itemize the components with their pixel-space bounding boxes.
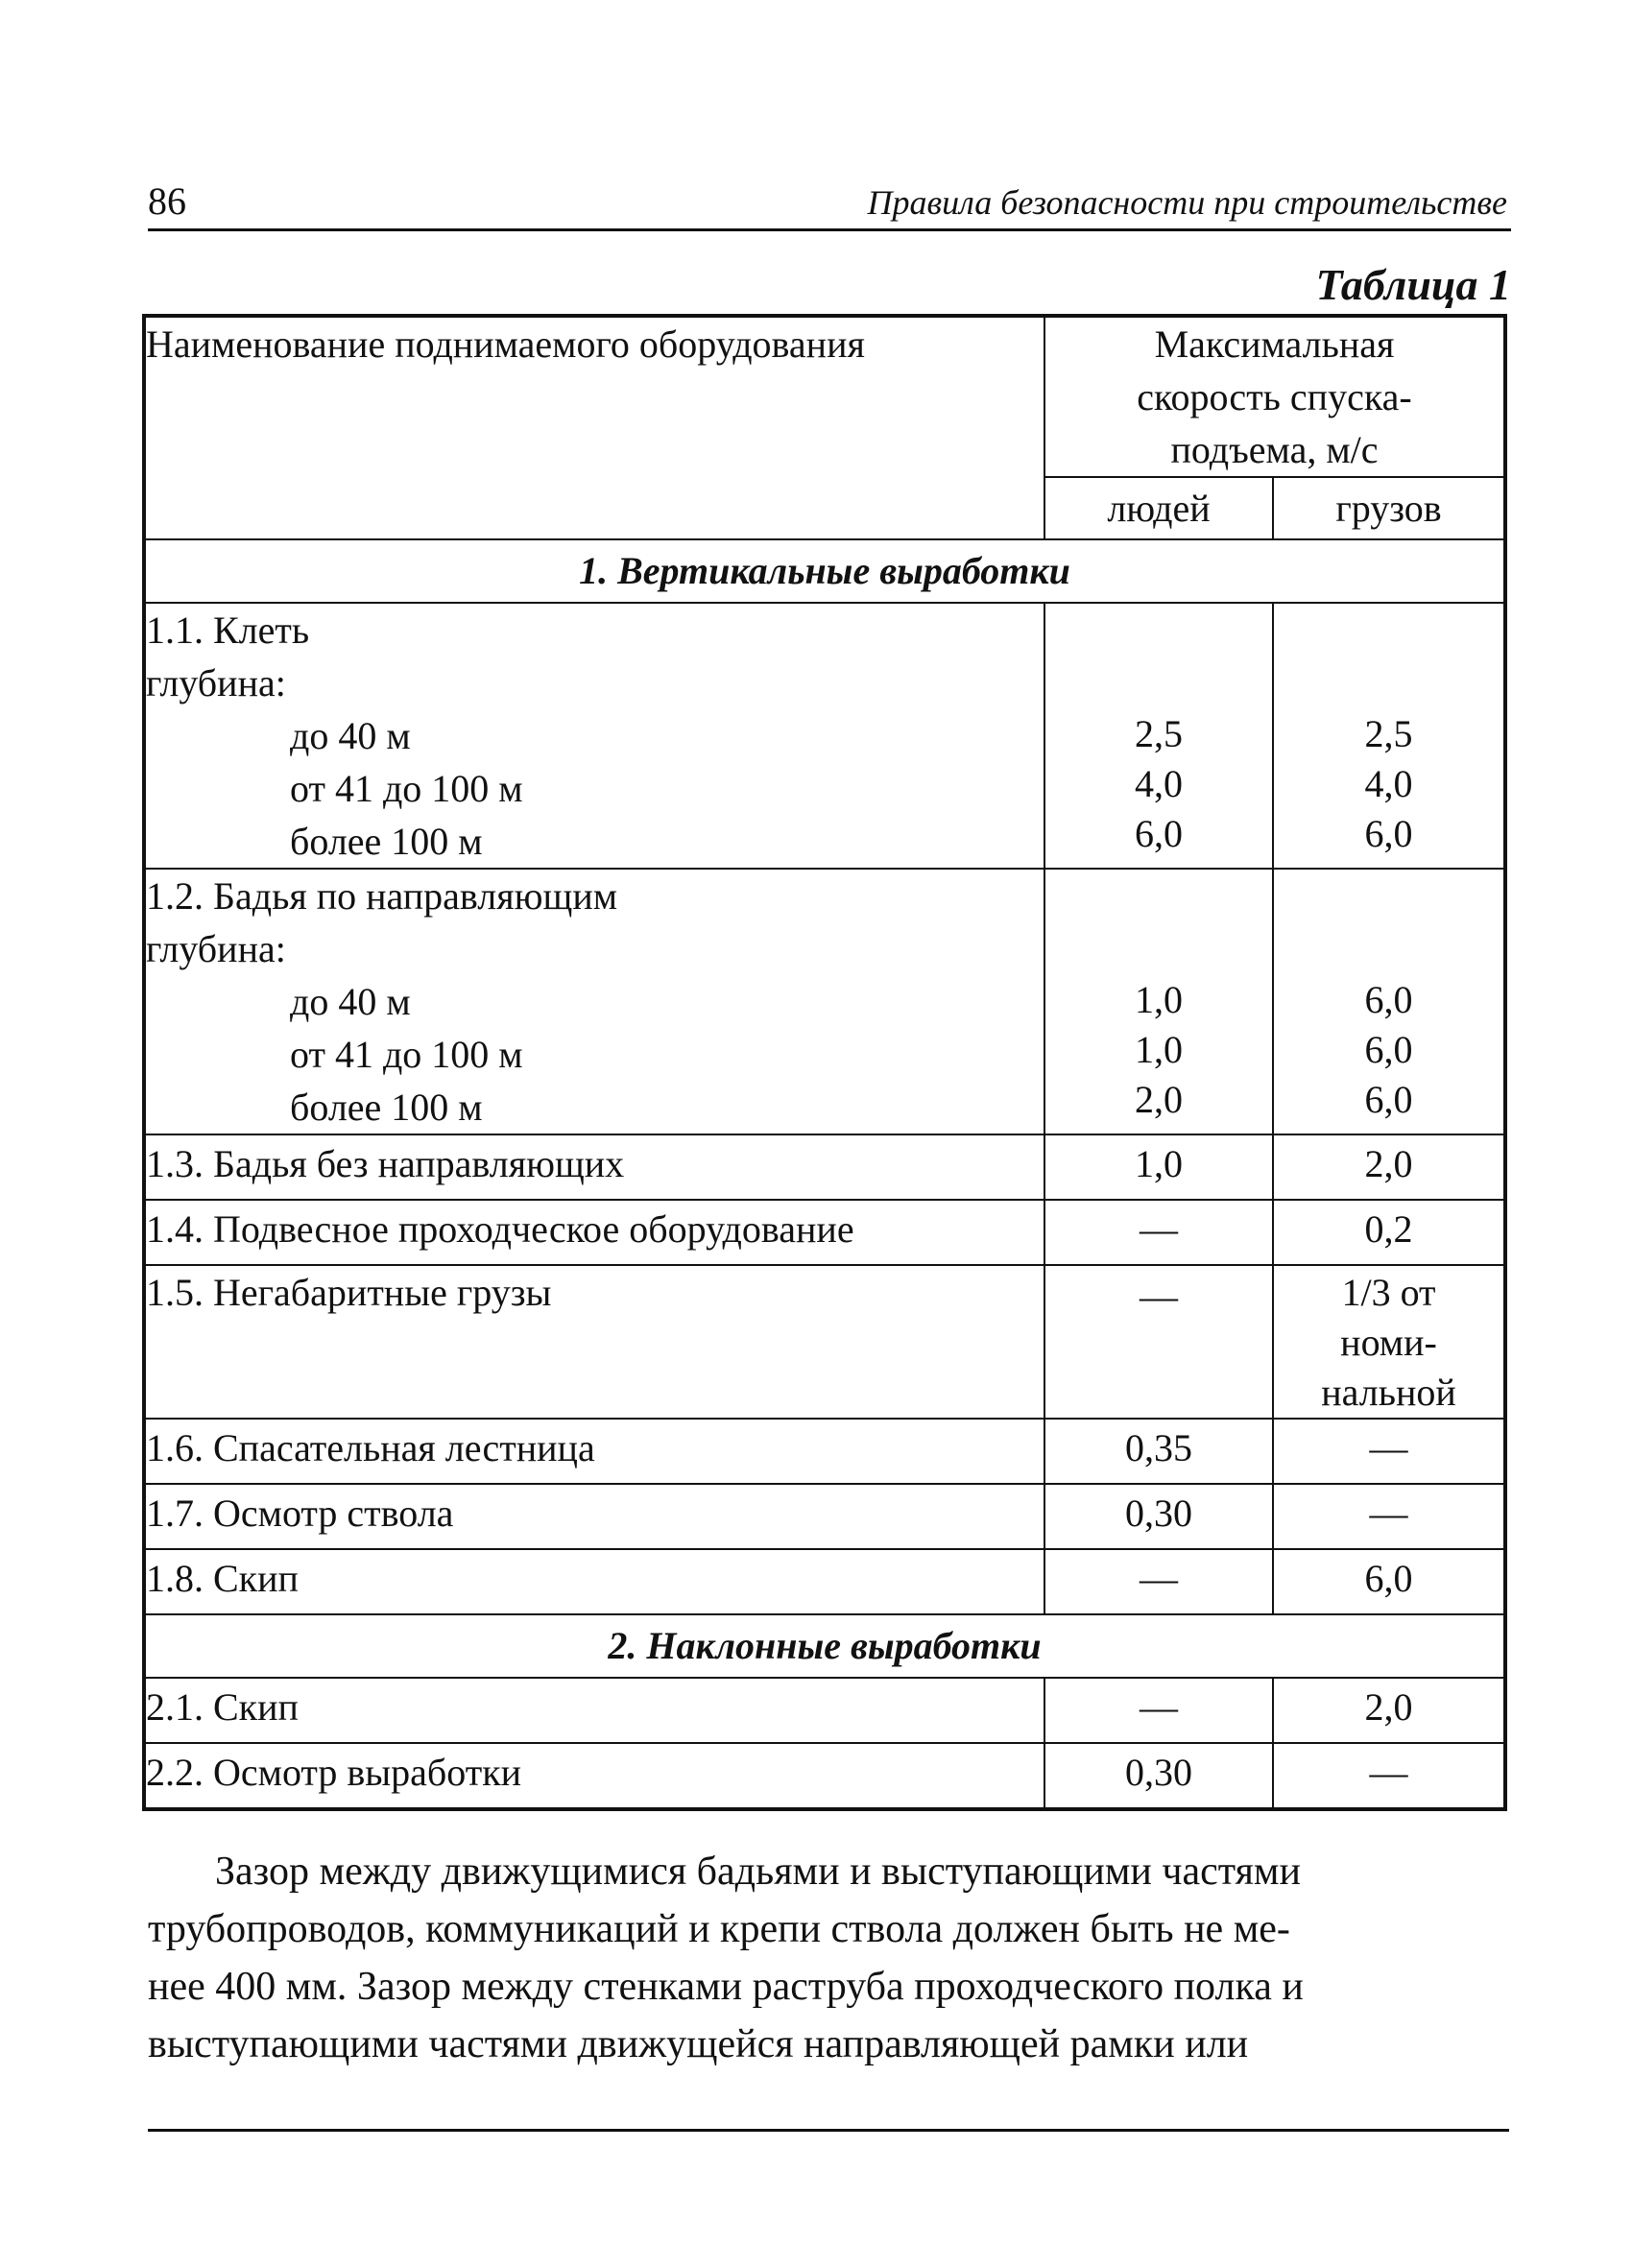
body-line: Зазор между движущимися бадьями и выступающими частями — [215, 1850, 1301, 1894]
body-paragraph — [148, 1843, 1509, 2073]
col-name-header: Наименование поднимаемого оборудования — [144, 316, 1044, 539]
running-title: Правила безопасности при строительстве — [867, 183, 1507, 222]
cargo-value: 6,0 — [1364, 1078, 1413, 1121]
row-title: 1.2. Бадья по направляющим — [146, 874, 618, 918]
row-title: 2.2. Осмотр выработки — [144, 1743, 1044, 1809]
people-value: 1,0 — [1135, 1028, 1183, 1071]
people-value: 2,5 — [1135, 712, 1183, 755]
row-title: 1.5. Негабаритные грузы — [144, 1265, 1044, 1419]
cargo-value: 6,0 — [1273, 1549, 1505, 1614]
row-item-label: более 100 м — [290, 1086, 483, 1129]
row-item-label: от 41 до 100 м — [290, 767, 523, 810]
table-row — [144, 1678, 1505, 1743]
row-item-label: до 40 м — [290, 714, 411, 757]
cargo-value: — — [1273, 1419, 1505, 1484]
people-value: — — [1044, 1265, 1273, 1419]
cargo-value: 2,0 — [1273, 1134, 1505, 1200]
people-value: 1,0 — [1044, 1134, 1273, 1200]
row-item-label: до 40 м — [290, 980, 411, 1023]
section-row — [144, 1614, 1505, 1678]
row-name — [144, 869, 1044, 1134]
col-speed-header — [1044, 316, 1505, 477]
table-row — [144, 1419, 1505, 1484]
row-title: 1.4. Подвесное проходческое оборудование — [144, 1200, 1044, 1265]
row-item-label: более 100 м — [290, 820, 483, 863]
cargo-value: 6,0 — [1364, 812, 1413, 855]
people-values — [1044, 869, 1273, 1134]
people-value: 1,0 — [1135, 978, 1183, 1021]
section-title: 1. Вертикальные выработки — [144, 539, 1505, 603]
row-name — [144, 603, 1044, 869]
cargo-value: 2,0 — [1273, 1678, 1505, 1743]
people-value: 6,0 — [1135, 812, 1183, 855]
table-row — [144, 1484, 1505, 1549]
people-value: 0,30 — [1044, 1484, 1273, 1549]
people-value: 0,35 — [1044, 1419, 1273, 1484]
col-speed-header-line: скорость спуска- — [1137, 375, 1412, 418]
people-value: 2,0 — [1135, 1078, 1183, 1121]
cargo-values — [1273, 1265, 1505, 1419]
row-title: 1.1. Клеть — [146, 609, 310, 652]
people-value: 4,0 — [1135, 762, 1183, 805]
row-title: 1.7. Осмотр ствола — [144, 1484, 1044, 1549]
page-header — [148, 179, 1511, 231]
body-line: выступающими частями движущейся направляющей рамки или — [148, 2022, 1249, 2066]
table-row — [144, 869, 1505, 1134]
table-header-row — [144, 316, 1505, 477]
cargo-value-line: нальной — [1321, 1371, 1456, 1414]
section-title: 2. Наклонные выработки — [144, 1614, 1505, 1678]
col-speed-header-line: подъема, м/с — [1170, 428, 1379, 471]
body-line: трубопроводов, коммуникаций и крепи ствола должен быть не ме- — [148, 1907, 1290, 1951]
cargo-values — [1273, 869, 1505, 1134]
cargo-values — [1273, 603, 1505, 869]
row-title: 1.8. Скип — [144, 1549, 1044, 1614]
footer-rule — [148, 2129, 1509, 2132]
people-values — [1044, 603, 1273, 869]
page-number: 86 — [148, 179, 186, 223]
cargo-value: — — [1273, 1484, 1505, 1549]
table-caption: Таблица 1 — [1315, 260, 1511, 309]
table-row — [144, 1265, 1505, 1419]
cargo-value-line: 1/3 от — [1341, 1271, 1436, 1314]
table-row — [144, 1549, 1505, 1614]
people-value: 0,30 — [1044, 1743, 1273, 1809]
people-value: — — [1044, 1200, 1273, 1265]
row-subtitle: глубина: — [146, 927, 286, 970]
row-title: 2.1. Скип — [144, 1678, 1044, 1743]
row-title: 1.6. Спасательная лестница — [144, 1419, 1044, 1484]
table-row — [144, 603, 1505, 869]
row-item-label: от 41 до 100 м — [290, 1033, 523, 1076]
row-title: 1.3. Бадья без направляющих — [144, 1134, 1044, 1200]
table-row — [144, 1200, 1505, 1265]
cargo-value: 4,0 — [1364, 762, 1413, 805]
cargo-value: — — [1273, 1743, 1505, 1809]
cargo-value: 6,0 — [1364, 978, 1413, 1021]
cargo-value: 6,0 — [1364, 1028, 1413, 1071]
speed-table — [142, 314, 1507, 1811]
section-row — [144, 539, 1505, 603]
people-value: — — [1044, 1678, 1273, 1743]
table-row — [144, 1743, 1505, 1809]
cargo-value: 2,5 — [1364, 712, 1413, 755]
row-subtitle: глубина: — [146, 661, 286, 704]
cargo-value-line: номи- — [1340, 1321, 1437, 1364]
cargo-value: 0,2 — [1273, 1200, 1505, 1265]
col-people-header: людей — [1044, 477, 1273, 539]
body-line: нее 400 мм. Зазор между стенками раструба проходческого полка и — [148, 1965, 1304, 2009]
table-row — [144, 1134, 1505, 1200]
col-speed-header-line: Максимальная — [1154, 322, 1395, 366]
people-value: — — [1044, 1549, 1273, 1614]
col-cargo-header: грузов — [1273, 477, 1505, 539]
